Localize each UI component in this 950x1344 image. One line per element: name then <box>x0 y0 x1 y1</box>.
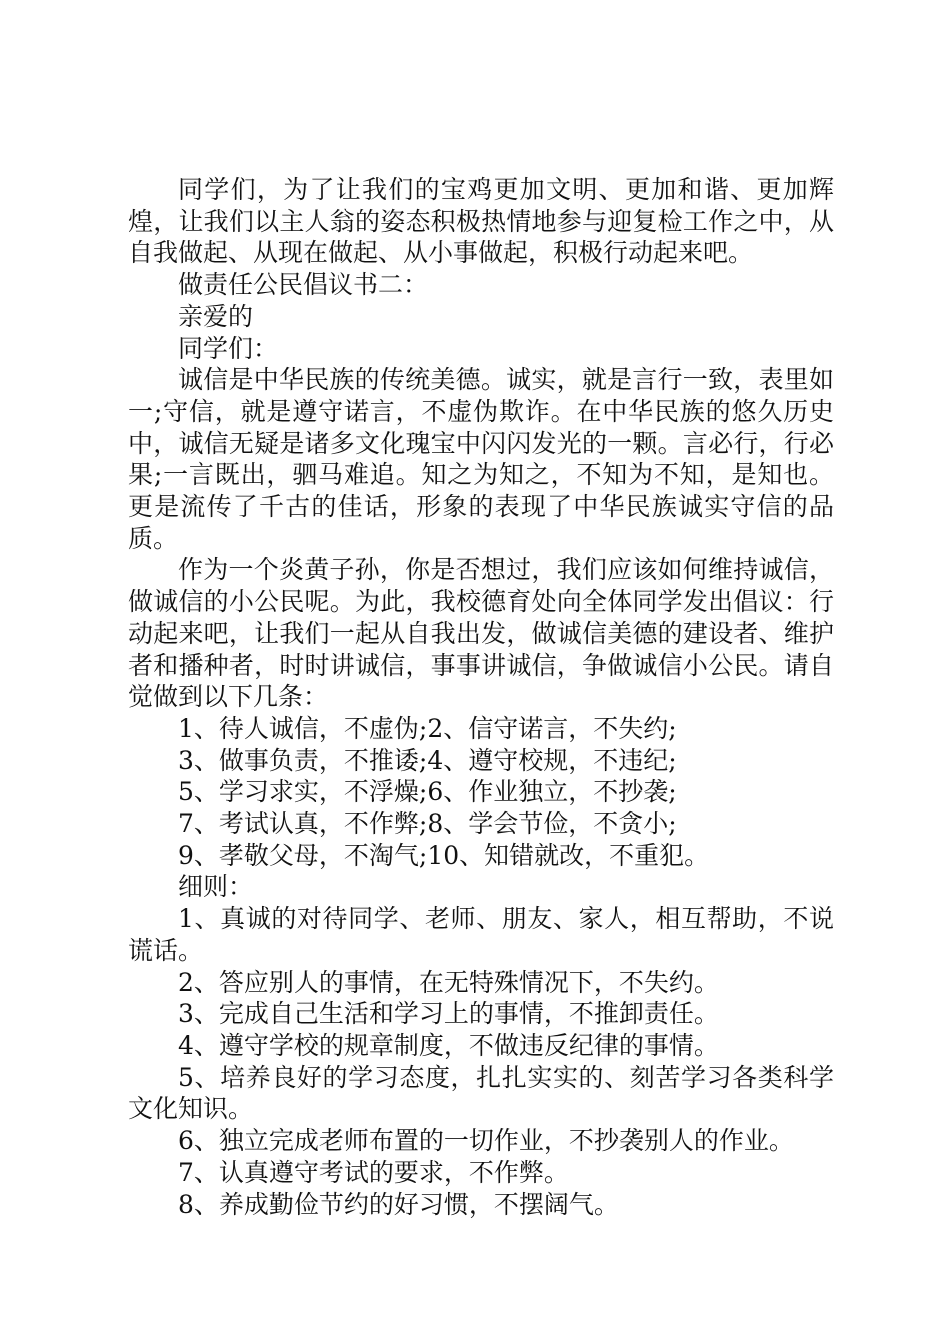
rule-line-5: 9、孝敬父母，不淘气;10、知错就改，不重犯。 <box>178 840 710 870</box>
details-heading: 细则： <box>178 872 254 902</box>
detail-item-7: 7、认真遵守考试的要求，不作弊。 <box>178 1157 569 1187</box>
detail-item-1: 1、真诚的对待同学、老师、朋友、家人，相互帮助，不说谎话。 <box>128 904 834 965</box>
salutation-line-2: 同学们： <box>178 333 279 363</box>
rule-line-4: 7、考试认真，不作弊;8、学会节俭，不贪小; <box>178 809 677 839</box>
rule-line-3: 5、学习求实，不浮燥;6、作业独立，不抄袭; <box>178 777 677 807</box>
detail-item-5: 5、培养良好的学习态度，扎扎实实的、刻苦学习各类科学文化知识。 <box>128 1062 834 1124</box>
detail-item-3: 3、完成自己生活和学习上的事情，不推卸责任。 <box>178 999 719 1029</box>
section-heading: 做责任公民倡议书二： <box>178 270 429 300</box>
detail-item-2: 2、答应别人的事情，在无特殊情况下，不失约。 <box>178 967 719 997</box>
paragraph-proposal: 作为一个炎黄子孙，你是否想过，我们应该如何维持诚信，做诚信的小公民呢。为此，我校德育处向全体同学发出倡议：行动起来吧，让我们一起从自我出发，做诚信美德的建设者、维护者和播种者，时时讲诚信，事事讲诚信，争做诚信小公民。请自觉做到以下几条： <box>128 555 834 712</box>
detail-item-6: 6、独立完成老师布置的一切作业，不抄袭别人的作业。 <box>178 1126 794 1156</box>
detail-item-8: 8、养成勤俭节约的好习惯，不摆阔气。 <box>178 1189 619 1219</box>
document-page <box>128 174 834 1220</box>
rule-line-2: 3、做事负责，不推诿;4、遵守校规，不违纪; <box>178 745 677 775</box>
detail-item-4: 4、遵守学校的规章制度，不做违反纪律的事情。 <box>178 1030 719 1060</box>
paragraph-closing-appeal: 同学们，为了让我们的宝鸡更加文明、更加和谐、更加辉煌，让我们以主人翁的姿态积极热情地参与迎复检工作之中，从自我做起、从现在做起、从小事做起，积极行动起来吧。 <box>128 175 834 268</box>
salutation-line-1: 亲爱的 <box>178 301 254 331</box>
rule-line-1: 1、待人诚信，不虚伪;2、信守诺言，不失约; <box>178 713 677 743</box>
paragraph-integrity: 诚信是中华民族的传统美德。诚实，就是言行一致，表里如一;守信，就是遵守诺言，不虚伪欺诈。在中华民族的悠久历史中，诚信无疑是诸多文化瑰宝中闪闪发光的一颗。言必行，行必果;一言既出，驷马难追。知之为知之，不知为不知，是知也。更是流传了千古的佳话，形象的表现了中华民族诚实守信的品质。 <box>128 365 834 553</box>
